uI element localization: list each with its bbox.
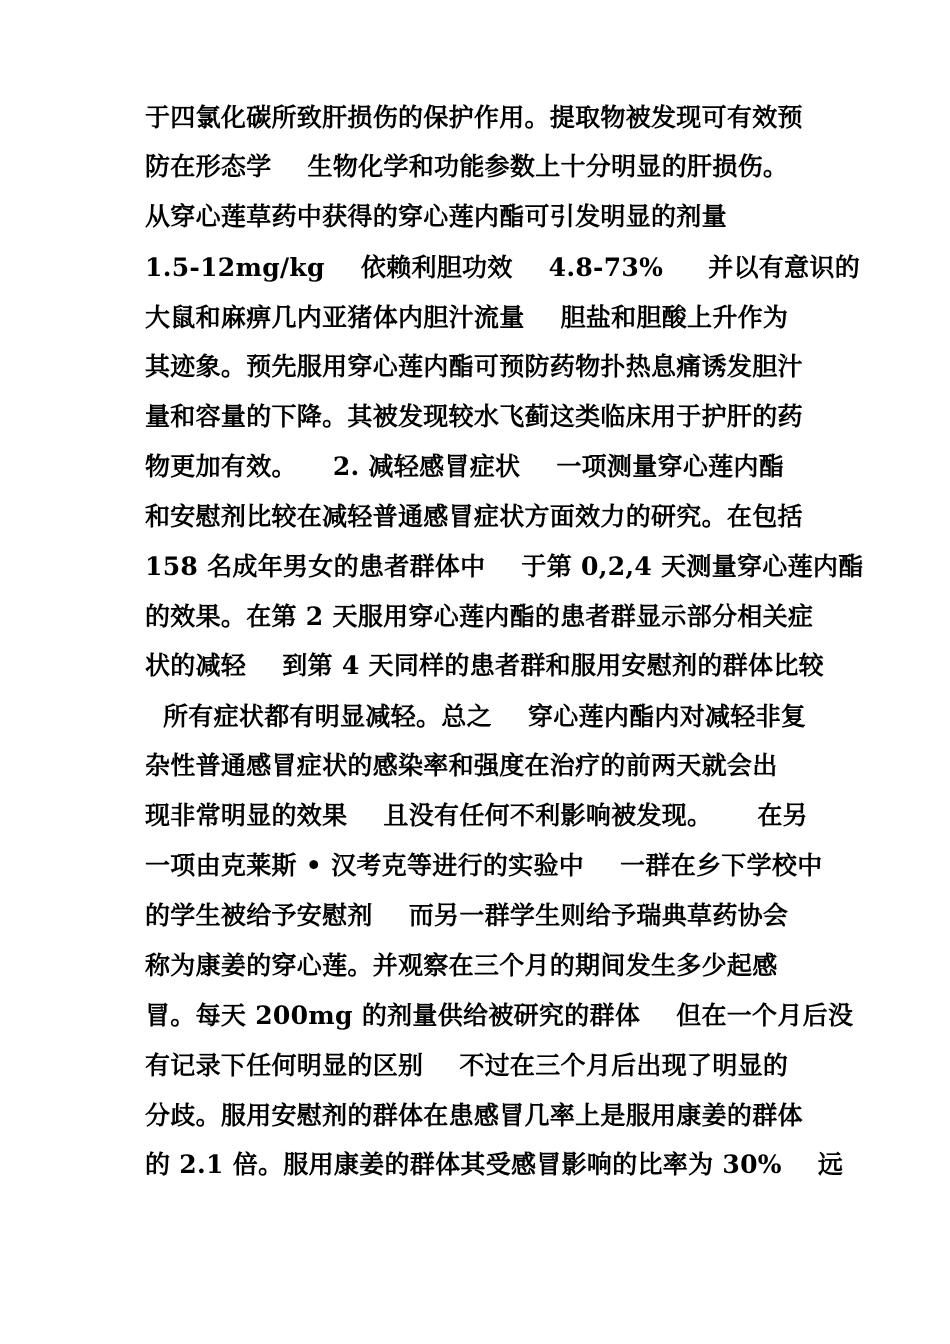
- text-line: 物更加有效。 2. 减轻感冒症状 一项测量穿心莲内酯: [145, 452, 785, 481]
- text-line: 和安慰剂比较在减轻普通感冒症状方面效力的研究。在包括: [145, 502, 803, 531]
- text-line: 的学生被给予安慰剂 而另一群学生则给予瑞典草药协会: [145, 901, 789, 930]
- text-line: 一项由克莱斯 • 汉考克等进行的实验中 一群在乡下学校中: [145, 851, 823, 880]
- text-line: 状的减轻 到第 4 天同样的患者群和服用安慰剂的群体比较: [145, 651, 824, 680]
- text-line: 防在形态学 生物化学和功能参数上十分明显的肝损伤。: [145, 152, 789, 181]
- text-line: 杂性普通感冒症状的感染率和强度在治疗的前两天就会出: [145, 751, 778, 780]
- text-line: 所有症状都有明显减轻。总之 穿心莲内酯内对减轻非复: [145, 702, 807, 731]
- text-line: 其迹象。预先服用穿心莲内酯可预防药物扑热息痛诱发胆汁: [145, 352, 803, 381]
- text-line: 有记录下任何明显的区别 不过在三个月后出现了明显的: [145, 1051, 789, 1080]
- text-line: 分歧。服用安慰剂的群体在患感冒几率上是服用康姜的群体: [145, 1101, 803, 1130]
- text-line: 从穿心莲草药中获得的穿心莲内酯可引发明显的剂量: [145, 202, 727, 231]
- text-line: 158 名成年男女的患者群体中 于第 0,2,4 天测量穿心莲内酯: [145, 552, 864, 581]
- text-line: 的 2.1 倍。服用康姜的群体其受感冒影响的比率为 30% 远: [145, 1150, 844, 1179]
- text-line: 称为康姜的穿心莲。并观察在三个月的期间发生多少起感: [145, 951, 778, 980]
- text-line: 大鼠和麻痹几内亚猪体内胆汁流量 胆盐和胆酸上升作为: [145, 303, 789, 332]
- text-line: 冒。每天 200mg 的剂量供给被研究的群体 但在一个月后没: [145, 1001, 854, 1030]
- text-line: 现非常明显的效果 且没有任何不利影响被发现。 在另: [145, 801, 808, 830]
- text-line: 1.5-12mg/kg 依赖利胆功效 4.8-73% 并以有意识的: [145, 253, 860, 282]
- text-line: 于四氯化碳所致肝损伤的保护作用。提取物被发现可有效预: [145, 103, 803, 132]
- text-line: 量和容量的下降。其被发现较水飞蓟这类临床用于护肝的药: [145, 402, 803, 431]
- text-line: 的效果。在第 2 天服用穿心莲内酯的患者群显示部分相关症: [145, 602, 814, 631]
